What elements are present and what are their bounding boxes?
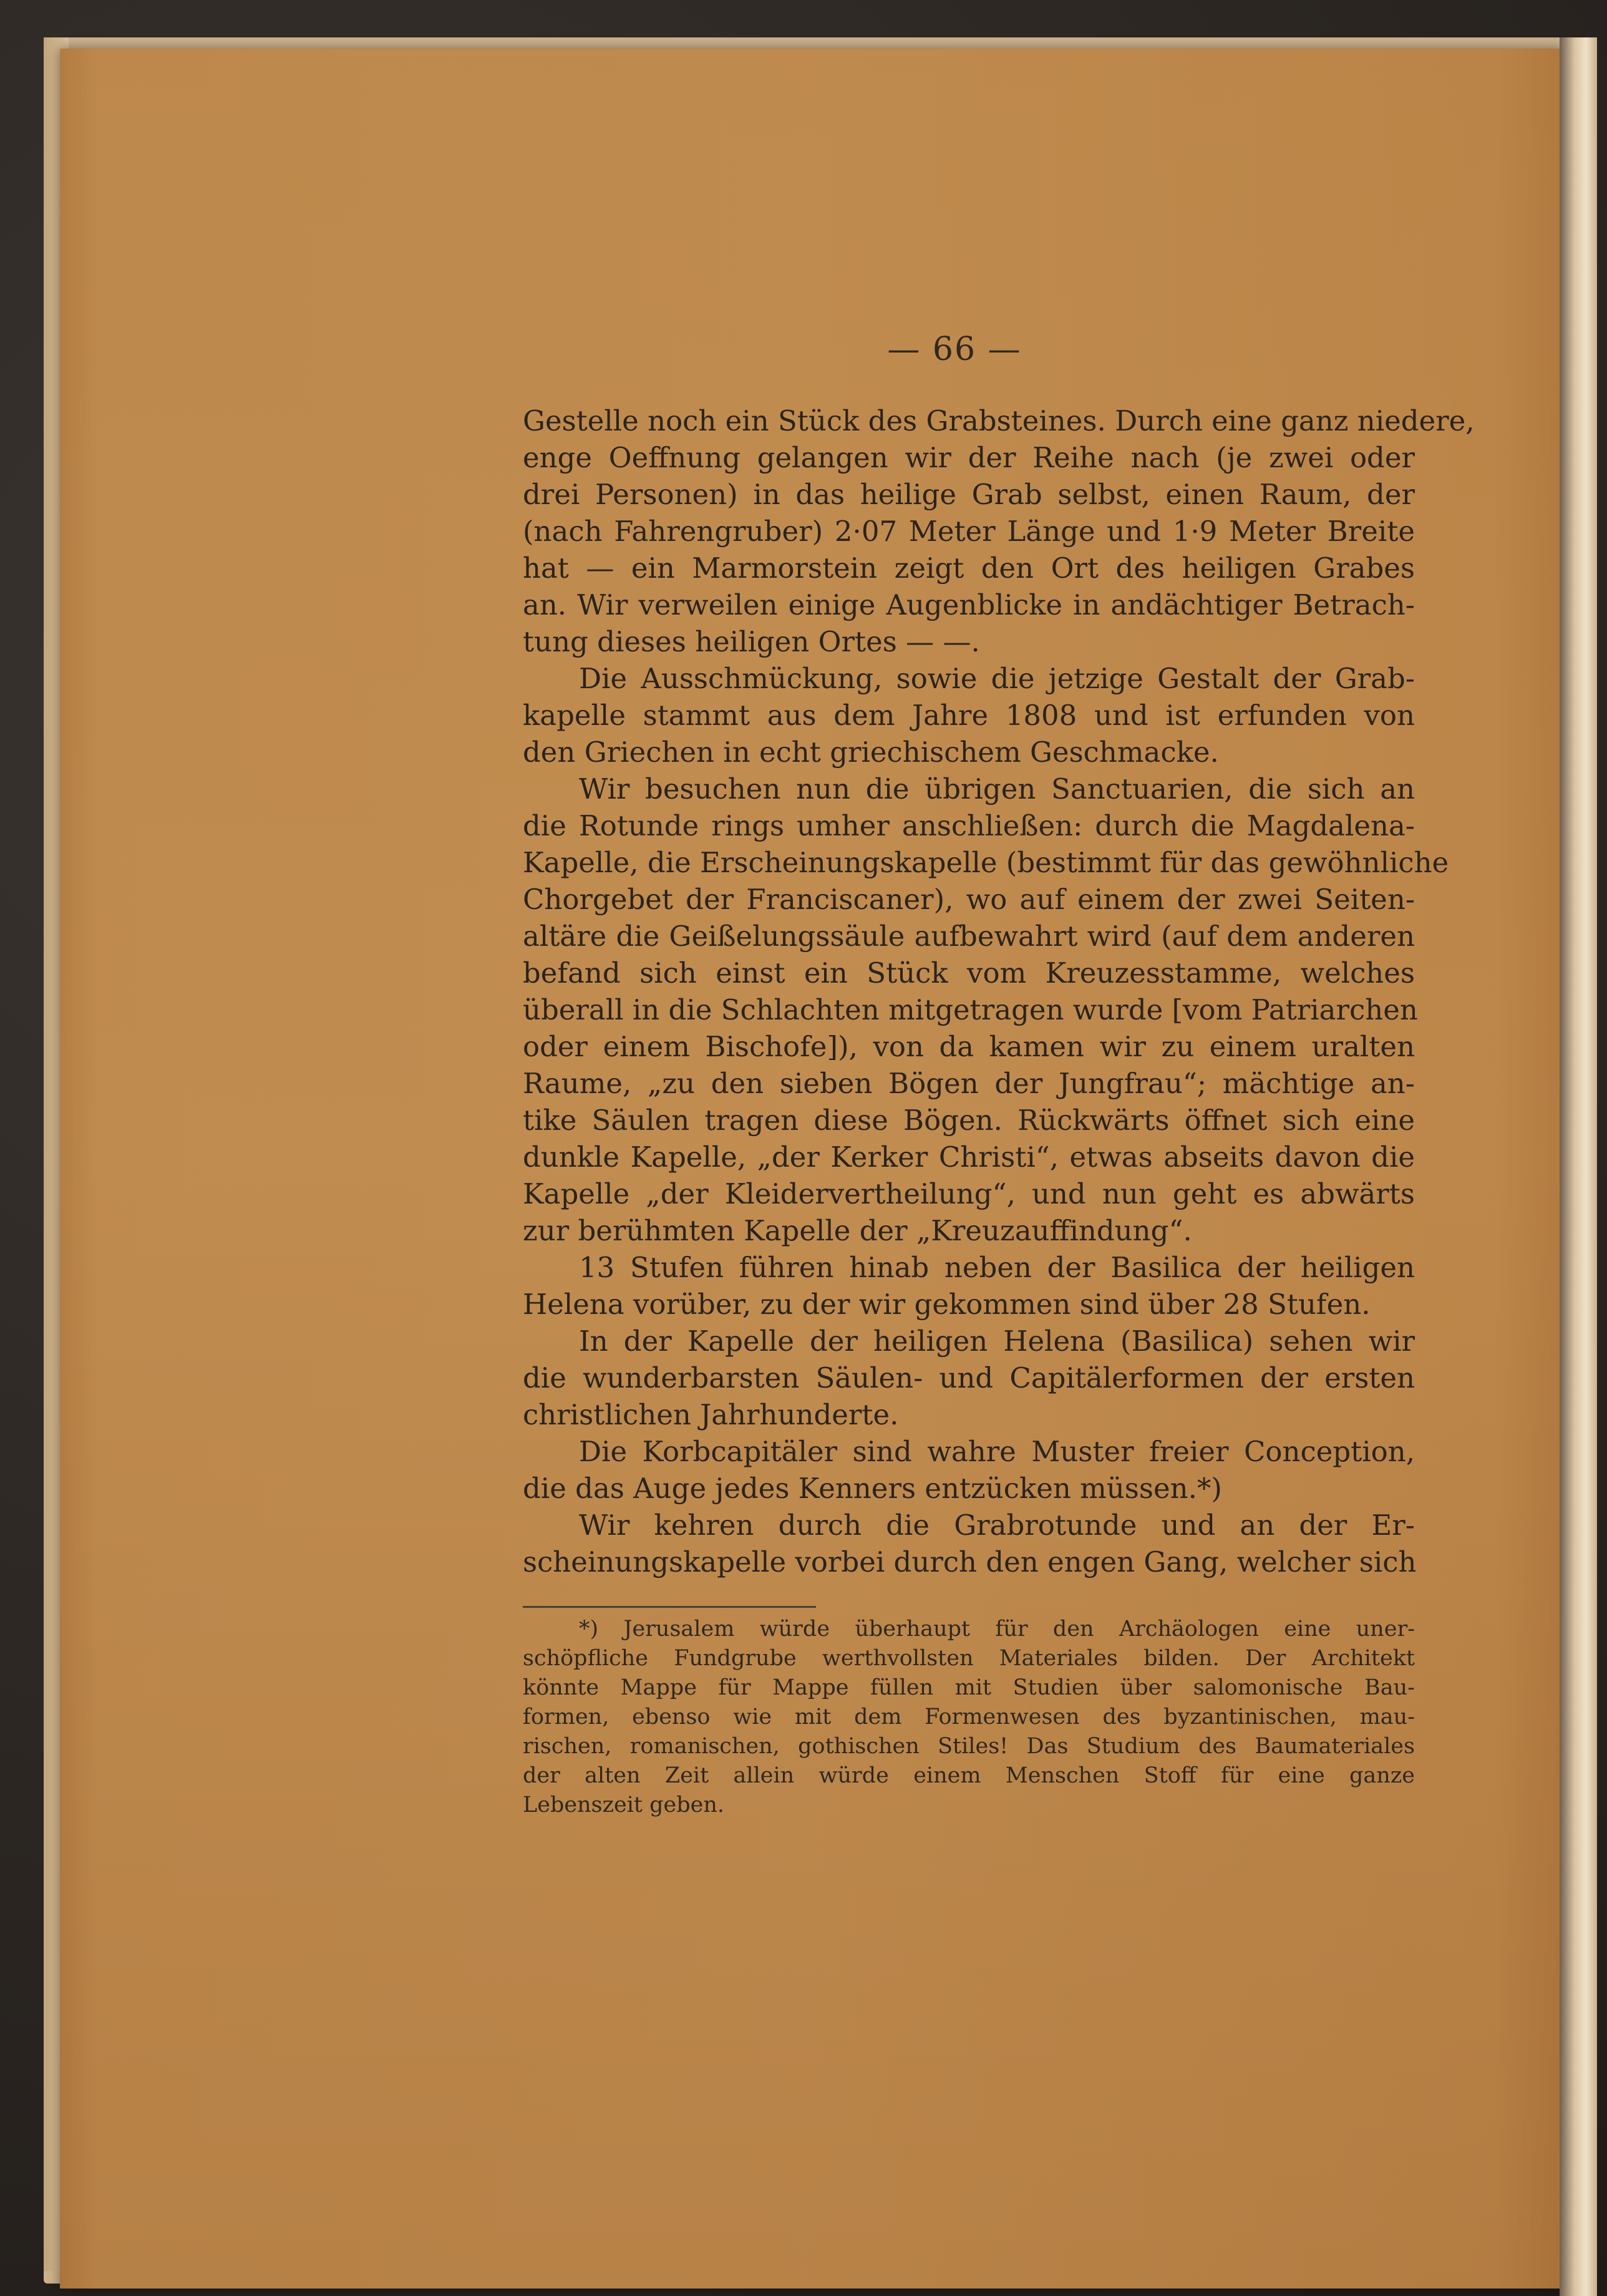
footnote-line: könnte Mappe für Mappe füllen mit Studien über salomonische Bau-: [523, 1675, 1415, 1700]
text-line: kapelle stammt aus dem Jahre 1808 und ist erfunden von: [523, 699, 1415, 732]
text-line: altäre die Geißelungssäule aufbewahrt wird (auf dem anderen: [523, 920, 1415, 953]
text-line: Helena vorüber, zu der wir gekommen sind über 28 Stufen.: [523, 1288, 1371, 1321]
text-line: überall in die Schlachten mitgetragen wurde [vom Patriarchen: [523, 993, 1418, 1026]
page-number: — 66 —: [887, 331, 1022, 368]
text-line: die das Auge jedes Kenners entzücken müssen.*): [523, 1472, 1222, 1505]
text-line: die wunderbarsten Säulen- und Capitälerformen der ersten: [523, 1361, 1415, 1394]
footnote-line: der alten Zeit allein würde einem Menschen Stoff für eine ganze: [523, 1763, 1415, 1788]
footnote-line: Lebenszeit geben.: [523, 1793, 725, 1817]
footnote-line: rischen, romanischen, gothischen Stiles! Das Studium des Baumateriales: [523, 1734, 1415, 1759]
text-line: hat — ein Marmorstein zeigt den Ort des heiligen Grabes: [523, 552, 1415, 585]
text-line: Wir kehren durch die Grabrotunde und an der Er-: [579, 1509, 1415, 1542]
body-text: [523, 402, 1475, 1580]
text-line: Gestelle noch ein Stück des Grabsteines. Durch eine ganz niedere,: [523, 404, 1475, 437]
text-line: die Rotunde rings umher anschließen: durch die Magdalena-: [523, 809, 1415, 842]
text-line: Chorgebet der Franciscaner), wo auf einem der zwei Seiten-: [523, 883, 1415, 916]
text-line: dunkle Kapelle, „der Kerker Christi“, etwas abseits davon die: [523, 1141, 1415, 1174]
text-line: den Griechen in echt griechischem Geschmacke.: [523, 736, 1219, 769]
text-line: Kapelle, die Erscheinungskapelle (bestimmt für das gewöhnliche: [523, 846, 1449, 879]
text-line: Kapelle „der Kleidervertheilung“, und nun geht es abwärts: [523, 1177, 1415, 1210]
page-right-edge: [1560, 37, 1597, 2296]
text-line: 13 Stufen führen hinab neben der Basilica der heiligen: [579, 1251, 1415, 1284]
footnote-line: *) Jerusalem würde überhaupt für den Archäologen eine uner-: [579, 1617, 1415, 1642]
text-line: (nach Fahrengruber) 2·07 Meter Länge und 1·9 Meter Breite: [523, 515, 1415, 548]
text-line: In der Kapelle der heiligen Helena (Basilica) sehen wir: [579, 1325, 1415, 1358]
footnote: [523, 1615, 1415, 1820]
text-line: Wir besuchen nun die übrigen Sanctuarien, die sich an: [579, 772, 1415, 805]
text-line: an. Wir verweilen einige Augenblicke in andächtiger Betrach-: [523, 588, 1415, 621]
text-line: befand sich einst ein Stück vom Kreuzesstamme, welches: [523, 956, 1415, 990]
footnote-line: schöpfliche Fundgrube werthvollsten Materiales bilden. Der Architekt: [523, 1646, 1415, 1671]
text-line: christlichen Jahrhunderte.: [523, 1398, 899, 1431]
footnote-rule: [523, 1606, 816, 1608]
text-line: tike Säulen tragen diese Bögen. Rückwärts öffnet sich eine: [523, 1104, 1415, 1137]
text-line: Raume, „zu den sieben Bögen der Jungfrau“; mächtige an-: [523, 1067, 1415, 1100]
text-line: scheinungskapelle vorbei durch den engen Gang, welcher sich: [523, 1545, 1417, 1578]
text-line: Die Ausschmückung, sowie die jetzige Gestalt der Grab-: [579, 662, 1415, 695]
text-line: Die Korbcapitäler sind wahre Muster freier Conception,: [579, 1435, 1415, 1468]
text-line: oder einem Bischofe]), von da kamen wir zu einem uralten: [523, 1030, 1415, 1063]
text-line: tung dieses heiligen Ortes — —.: [523, 625, 980, 658]
text-line: drei Personen) in das heilige Grab selbst, einen Raum, der: [523, 478, 1415, 511]
text-line: enge Oeffnung gelangen wir der Reihe nach (je zwei oder: [523, 441, 1415, 474]
footnote-line: formen, ebenso wie mit dem Formenwesen des byzantinischen, mau-: [523, 1705, 1415, 1729]
text-line: zur berühmten Kapelle der „Kreuzauffindung“.: [523, 1214, 1192, 1247]
